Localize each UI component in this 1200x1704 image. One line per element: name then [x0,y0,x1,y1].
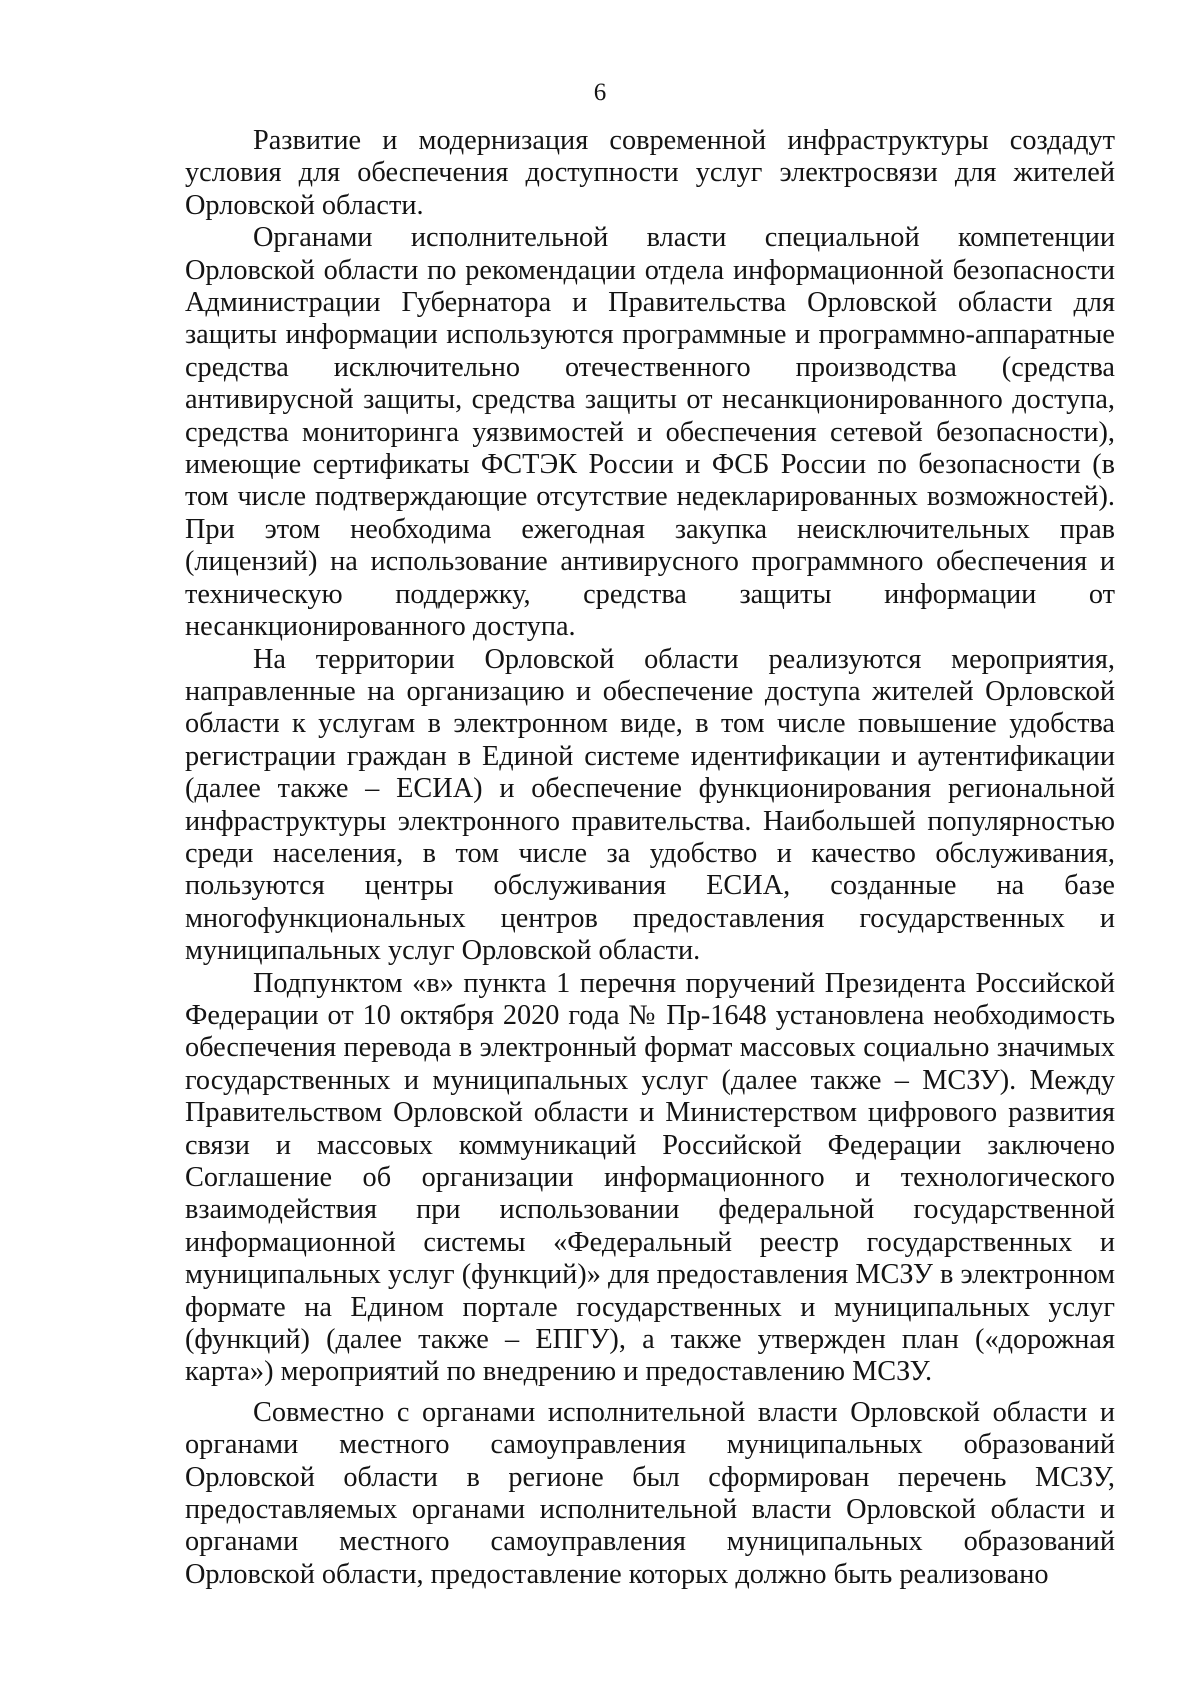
paragraph-information-security: Органами исполнительной власти специальной компетенции Орловской области по рекомендации отдела информационной безопасности Администрации Губернатора и Правительства Орловской области для защиты информации используются программные и программно-аппаратные средства исключительно отечественного производства (средства антивирусной защиты, средства защиты от несанкционированного доступа, средства мониторинга уязвимостей и обеспечения сетевой безопасности), имеющие сертификаты ФСТЭК России и ФСБ России по безопасности (в том числе подтверждающие отсутствие недекларированных возможностей). При этом необходима ежегодная закупка неисключительных прав (лицензий) на использование антивирусного программного обеспечения и техническую поддержку, средства защиты информации от несанкционированного доступа. [185,222,1115,643]
paragraph-mszu-order: Подпунктом «в» пункта 1 перечня поручений Президента Российской Федерации от 10 октября 2020 года № Пр-1648 установлена необходимость обеспечения перевода в электронный формат массовых социально значимых государственных и муниципальных услуг (далее также – МСЗУ). Между Правительством Орловской области и Министерством цифрового развития связи и массовых коммуникаций Российской Федерации заключено Соглашение об организации информационного и технологического взаимодействия при использовании федеральной государственной информационной системы «Федеральный реестр государственных и муниципальных услуг (функций)» для предоставления МСЗУ в электронном формате на Едином портале государственных и муниципальных услуг (функций) (далее также – ЕПГУ), а также утвержден план («дорожная карта») мероприятий по внедрению и предоставлению МСЗУ. [185,967,1115,1388]
page-number: 6 [593,79,607,106]
document-body [185,125,1115,1591]
paragraph-esia: На территории Орловской области реализуются мероприятия, направленные на организацию и обеспечение доступа жителей Орловской области к услугам в электронном виде, в том числе повышение удобства регистрации граждан в Единой системе идентификации и аутентификации (далее также – ЕСИА) и обеспечение функционирования региональной инфраструктуры электронного правительства. Наибольшей популярностью среди населения, в том числе за удобство и качество обслуживания, пользуются центры обслуживания ЕСИА, созданные на базе многофункциональных центров предоставления государственных и муниципальных услуг Орловской области. [185,643,1115,967]
paragraph-mszu-list: Совместно с органами исполнительной власти Орловской области и органами местного самоуправления муниципальных образований Орловской области в регионе был сформирован перечень МСЗУ, предоставляемых органами исполнительной власти Орловской области и органами местного самоуправления муниципальных образований Орловской области, предоставление которых должно быть реализовано [185,1396,1115,1590]
paragraph-infrastructure: Развитие и модернизация современной инфраструктуры создадут условия для обеспечения доступности услуг электросвязи для жителей Орловской области. [185,125,1115,221]
